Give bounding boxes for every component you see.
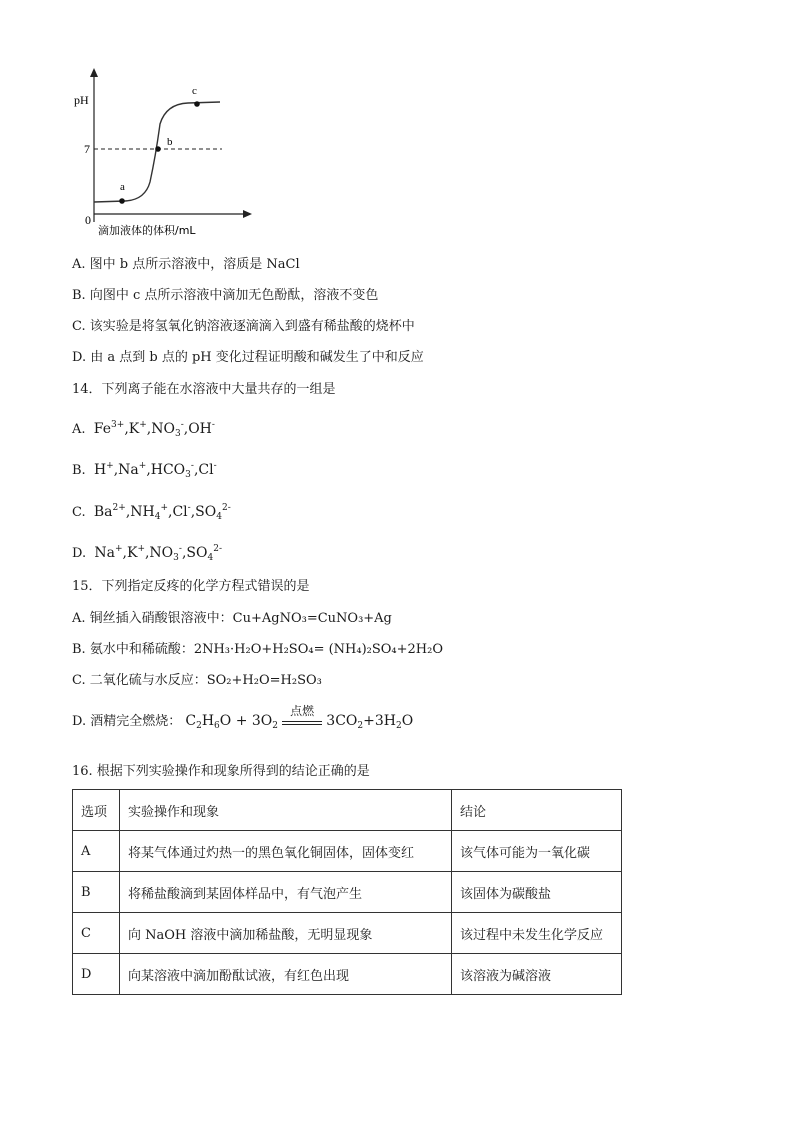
- x-axis-arrow: [243, 210, 252, 218]
- point-b-label: b: [167, 136, 173, 148]
- y-axis-arrow: [90, 68, 98, 77]
- q16-stem: 16. 根据下列实验操作和现象所得到的结论正确的是: [72, 764, 370, 779]
- cell-option: A: [73, 831, 120, 872]
- point-a: [119, 198, 125, 204]
- point-b: [155, 146, 161, 152]
- table-row: [73, 954, 622, 995]
- ph-curve: [94, 102, 220, 202]
- cell-conclusion: 该溶液为碱溶液: [452, 954, 622, 995]
- q15-option-a: A. 铜丝插入硝酸银溶液中：Cu+AgNO₃=CuNO₃+Ag: [72, 611, 392, 626]
- cell-conclusion: 该固体为碳酸盐: [452, 872, 622, 913]
- header-option: 选项: [73, 790, 120, 831]
- q14-stem: 14．下列离子能在水溶液中大量共存的一组是: [72, 382, 336, 397]
- q15-option-c: C. 二氧化硫与水反应：SO₂+H₂O=H₂SO₃: [72, 673, 322, 688]
- cell-option: D: [73, 954, 120, 995]
- cell-operation: 向 NaOH 溶液中滴加稀盐酸，无明显现象: [120, 913, 452, 954]
- cell-operation: 向某溶液中滴加酚酞试液，有红色出现: [120, 954, 452, 995]
- cell-conclusion: 该过程中未发生化学反应: [452, 913, 622, 954]
- q16-table: [72, 789, 622, 995]
- cell-operation: 将某气体通过灼热一的黑色氧化铜固体，固体变红: [120, 831, 452, 872]
- q15-option-d: D. 酒精完全燃烧： $C_2H_6O + 3O_2$ 点燃 $3CO_2+3H_2O$: [72, 704, 414, 731]
- x-axis-label: 滴加液体的体积/mL: [98, 224, 196, 237]
- q15-option-b: B. 氨水中和稀硫酸：2NH₃·H₂O+H₂SO₄= (NH₄)₂SO₄+2H₂O: [72, 642, 444, 657]
- q13-option-d: D. 由 a 点到 b 点的 pH 变化过程证明酸和碱发生了中和反应: [72, 350, 424, 365]
- titration-chart: [70, 62, 260, 244]
- cell-conclusion: 该气体可能为一氧化碳: [452, 831, 622, 872]
- q14-option-d: D. $Na^+,K^+,NO_3^-,SO_4^{2-}$: [72, 544, 222, 563]
- q14-option-c: C. $Ba^{2+},NH_4^+,Cl^-,SO_4^{2-}$: [72, 503, 231, 522]
- table-row: [73, 872, 622, 913]
- point-c: [194, 101, 200, 107]
- q15-stem: 15．下列指定反疼的化学方程式错误的是: [72, 579, 310, 594]
- tick-label-7: 7: [84, 142, 90, 156]
- reaction-condition: 点燃: [282, 712, 322, 730]
- cell-option: C: [73, 913, 120, 954]
- table-header-row: [73, 790, 622, 831]
- table-row: [73, 913, 622, 954]
- cell-option: B: [73, 872, 120, 913]
- q14-option-a: A. $Fe^{3+},K^+,NO_3^-,OH^-$: [72, 420, 215, 439]
- q13-option-a: A. 图中 b 点所示溶液中，溶质是 NaCl: [72, 257, 300, 272]
- point-c-label: c: [192, 85, 197, 97]
- y-axis-label: pH: [74, 93, 89, 107]
- q14-option-b: B. $H^+,Na^+,HCO_3^-,Cl^-$: [72, 461, 217, 480]
- table-row: [73, 831, 622, 872]
- point-a-label: a: [120, 181, 125, 193]
- header-conclusion: 结论: [452, 790, 622, 831]
- cell-operation: 将稀盐酸滴到某固体样品中，有气泡产生: [120, 872, 452, 913]
- q13-option-c: C. 该实验是将氢氧化钠溶液逐滴滴入到盛有稀盐酸的烧杯中: [72, 319, 415, 334]
- header-operation: 实验操作和现象: [120, 790, 452, 831]
- q13-option-b: B. 向图中 c 点所示溶液中滴加无色酚酞，溶液不变色: [72, 288, 379, 303]
- origin-label: 0: [85, 213, 91, 227]
